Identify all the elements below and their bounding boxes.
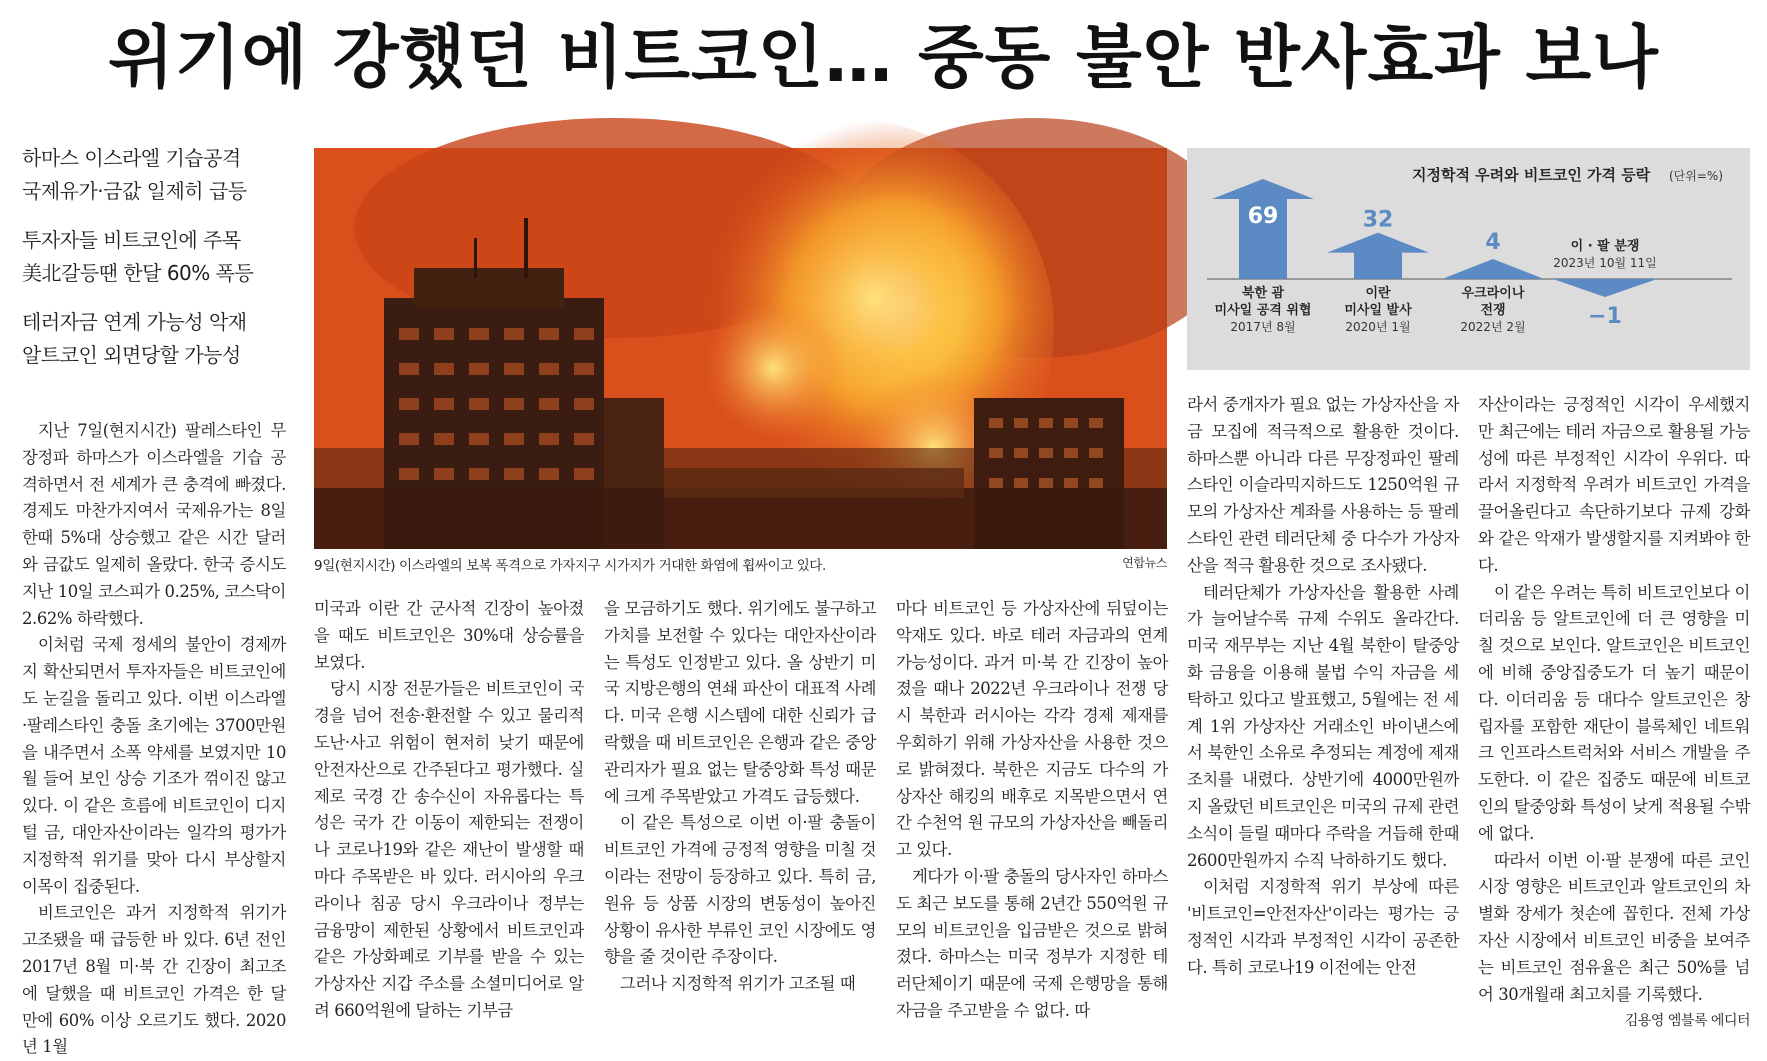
chart-category-label: 미사일 공격 위협 (1214, 303, 1312, 318)
headline: 위기에 강했던 비트코인… 중동 불안 반사효과 보나 (108, 19, 1659, 98)
subhead-group-2 (22, 224, 272, 290)
article-column-4 (896, 596, 1168, 1025)
chart-date-label: 2020년 1월 (1345, 320, 1411, 334)
subhead-line: 美北갈등땐 한달 60% 폭등 (22, 261, 254, 285)
subhead-group-3 (22, 306, 272, 372)
chart-value-label: 69 (1247, 204, 1279, 229)
chart-bar-2 (1327, 233, 1429, 279)
chart-unit: (단위=%) (1669, 169, 1724, 183)
subhead-line: 투자자들 비트코인에 주목 (22, 228, 241, 252)
subhead-group-1 (22, 142, 272, 208)
explosion-scene-illustration (314, 148, 1167, 549)
chart-svg (1187, 148, 1750, 370)
chart-category-label: 전쟁 (1480, 303, 1506, 318)
photo-caption (314, 554, 1167, 576)
subhead-line: 테러자금 연계 가능성 악재 (22, 310, 247, 334)
photo-credit: 연합뉴스 (1122, 556, 1167, 570)
paragraph: 지난 7일(현지시간) 팔레스타인 무장정파 하마스가 이스라엘을 기습 공격하면서 전 세계가 큰 충격에 빠졌다. 경제도 마찬가지여서 국제유가는 8일 한때 5%대 상승했고 같은 시간 달러와 금값도 일제히 올랐다. 한국 증시도 지난 10일 코스피가 0.25%, 코스닥이 2.62% 하락했다. (22, 421, 286, 628)
price-change-chart (1187, 148, 1750, 370)
chart-title: 지정학적 우려와 비트코인 가격 등락 (1412, 166, 1651, 184)
chart-bar-1 (1212, 179, 1314, 279)
chart-value-label: −1 (1588, 304, 1622, 329)
chart-value-label: 32 (1362, 207, 1394, 233)
chart-bar-4 (1553, 279, 1657, 297)
paragraph: 이처럼 국제 정세의 불안이 경제까지 확산되면서 투자자들은 비트코인에도 눈길을 돌리고 있다. 이번 이스라엘·팔레스타인 충돌 초기에는 3700만원을 내주면서 소폭 약세를 보였지만 10월 들어 보인 상승 기조가 꺾이진 않고 있다. 이 같은 흐름에 비트코인이 디지털 금, 대안자산이라는 일각의 평가가 지정학적 위기를 맞아 다시 부상할지 이목이 집중된다. (22, 635, 286, 896)
paragraph: 이 같은 특성으로 이번 이·팔 충돌이 비트코인 가격에 긍정적 영향을 미칠 것이라는 전망이 등장하고 있다. 특히 금, 원유 등 상품 시장의 변동성이 높아진 상황이 유사한 부류인 코인 시장에도 영향을 줄 것이란 주장이다. (604, 813, 876, 967)
chart-date-label: 2017년 8월 (1230, 320, 1296, 334)
paragraph: 마다 비트코인 등 가상자산에 뒤덮이는 악재도 있다. 바로 테러 자금과의 연계 가능성이다. 과거 미·북 간 긴장이 높아졌을 때나 2022년 우크라이나 전쟁 당시 북한과 러시아는 각각 경제 제재를 우회하기 위해 가상자산을 사용한 것으로 밝혀졌다. 북한은 지금도 다수의 가상자산 해킹의 배후로 지목받으면서 연간 수천억 원 규모의 가상자산을 빼돌리고 있다. (896, 599, 1168, 860)
paragraph: 그러나 지정학적 위기가 고조될 때 (620, 974, 856, 994)
paragraph: 라서 중개자가 필요 없는 가상자산을 자금 모집에 적극적으로 활용한 것이다. 하마스뿐 아니라 다른 무장정파인 팔레스타인 이슬라믹지하드도 1250억원 규모의 가상자산 계좌를 사용하는 등 팔레스타인 관련 테러단체 중 다수가 가상자산을 적극 활용한 것으로 조사됐다. (1187, 395, 1459, 575)
paragraph: 자산이라는 긍정적인 시각이 우세했지만 최근에는 테러 자금으로 활용될 가능성에 따른 부정적인 시각이 우위다. 따라서 지정학적 우려가 비트코인 가격을 끌어올린다고 속단하기보다 규제 강화와 같은 악재가 발생할지를 지켜봐야 한다. (1478, 395, 1750, 575)
paragraph: 을 모금하기도 했다. 위기에도 불구하고 가치를 보전할 수 있다는 대안자산이라는 특성도 인정받고 있다. 올 상반기 미국 지방은행의 연쇄 파산이 대표적 사례다. 미국 은행 시스템에 대한 신뢰가 급락했을 때 비트코인은 은행과 같은 중앙 관리자가 필요 없는 탈중앙화 특성 때문에 크게 주목받았고 가격도 급등했다. (604, 599, 876, 806)
chart-date-label: 2022년 2월 (1460, 320, 1526, 334)
subhead-line: 국제유가·금값 일제히 급등 (22, 179, 247, 203)
paragraph: 게다가 이·팔 충돌의 당사자인 하마스도 최근 보도를 통해 2년간 550억원 규모의 비트코인을 입금받은 것으로 밝혀졌다. 하마스는 미국 정부가 지정한 테러단체이기 때문에 국제 은행망을 통해 자금을 주고받을 수 없다. 따 (896, 866, 1168, 1020)
paragraph: 미국과 이란 간 군사적 긴장이 높아졌을 때도 비트코인은 30%대 상승률을 보였다. (314, 599, 584, 672)
paragraph: 따라서 이번 이·팔 분쟁에 따른 코인 시장 영향은 비트코인과 알트코인의 차별화 장세가 첫손에 꼽힌다. 전체 가상자산 시장에서 비트코인 비중을 보여주는 비트코인 점유율은 최근 50%를 넘어 30개월래 최고치를 기록했다. (1478, 850, 1750, 1004)
paragraph: 당시 시장 전문가들은 비트코인이 국경을 넘어 전송·환전할 수 있고 물리적 도난·사고 위험이 현저히 낮기 때문에 안전자산으로 간주된다고 평가했다. 실제로 국경 간 송수신이 자유롭다는 특성은 국가 간 이동이 제한되는 전쟁이나 코로나19와 같은 재난이 발생할 때마다 주목받은 바 있다. 러시아의 우크라이나 침공 당시 우크라이나 정부는 금융망이 제한된 상황에서 비트코인과 같은 가상화폐로 기부를 받을 수 있는 가상자산 지갑 주소를 소셜미디어로 알려 660억원에 달하는 기부금 (314, 679, 584, 1020)
chart-date-label: 2023년 10월 11일 (1553, 256, 1657, 270)
paragraph: 비트코인은 과거 지정학적 위기가 고조됐을 때 급등한 바 있다. 6년 전인 2017년 8월 미·북 간 긴장이 최고조에 달했을 때 비트코인 가격은 한 달 만에 60% 이상 오르기도 했다. 2020년 1월 (22, 903, 286, 1057)
chart-bar-3 (1442, 259, 1544, 279)
paragraph: 이처럼 지정학적 위기 부상에 따른 '비트코인=안전자산'이라는 평가는 긍정적인 시각과 부정적인 시각이 공존한다. 특히 코로나19 이전에는 안전 (1187, 877, 1459, 977)
chart-category-label: 이란 (1365, 286, 1391, 301)
article-column-3 (604, 596, 876, 998)
article-column-2 (314, 596, 584, 1025)
chart-category-label: 이 · 팔 분쟁 (1570, 239, 1640, 254)
byline: 김용영 엠블록 에디터 (1624, 1013, 1750, 1030)
article-column-1 (22, 418, 286, 1061)
paragraph: 테러단체가 가상자산을 활용한 사례가 늘어날수록 규제 수위도 올라간다. 미국 재무부는 지난 4월 북한이 탈중앙화 금융을 이용해 불법 수익 자금을 세탁하고 있다고 발표했고, 5월에는 전 세계 1위 가상자산 거래소인 바이낸스에서 북한인 소유로 추정되는 계정에 제재 조치를 내렸다. 상반기에 4000만원까지 올랐던 비트코인은 미국의 규제 관련 소식이 들릴 때마다 주락을 거듭해 한때 2600만원까지 수직 낙하하기도 했다. (1187, 582, 1459, 870)
chart-category-label: 우크라이나 (1461, 286, 1525, 301)
chart-value-label: 4 (1485, 230, 1501, 255)
chart-category-label: 북한 괌 (1241, 286, 1285, 301)
article-column-6 (1478, 392, 1750, 1035)
caption-text: 9일(현지시간) 이스라엘의 보복 폭격으로 가자지구 시가지가 거대한 화염에 휩싸이고 있다. (314, 558, 826, 574)
article-column-5 (1187, 392, 1459, 982)
chart-category-label: 미사일 발사 (1344, 303, 1412, 318)
news-photo (314, 148, 1167, 549)
subheads (22, 142, 272, 388)
paragraph: 이 같은 우려는 특히 비트코인보다 이더리움 등 알트코인에 더 큰 영향을 미칠 것으로 보인다. 알트코인은 비트코인에 비해 중앙집중도가 더 높기 때문이다. 이더리움 등 대다수 알트코인은 창립자를 포함한 재단이 블록체인 네트워크 인프라스트럭처와 서비스 개발을 주도한다. 이 같은 집중도 때문에 비트코인의 탈중앙화 특성이 낮게 적용될 수밖에 없다. (1478, 582, 1750, 843)
subhead-line: 알트코인 외면당할 가능성 (22, 343, 241, 367)
subhead-line: 하마스 이스라엘 기습공격 (22, 146, 241, 170)
